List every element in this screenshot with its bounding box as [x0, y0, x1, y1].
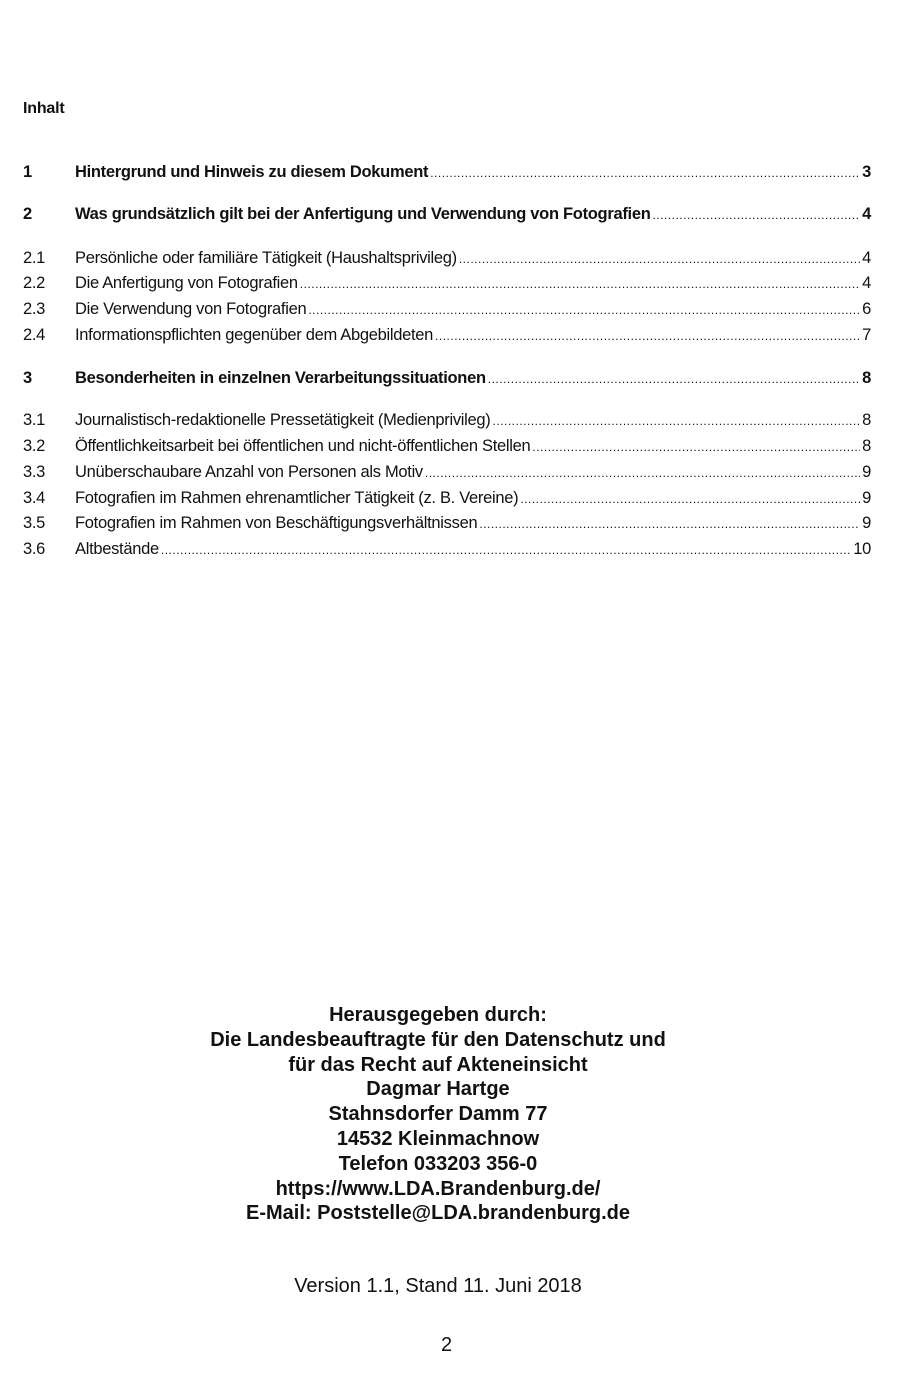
toc-entry[interactable]	[23, 163, 871, 185]
toc-entry-number: 3.4	[23, 489, 46, 507]
toc-entry-number: 2.4	[23, 326, 46, 344]
toc-entry-title: Journalistisch-redaktionelle Pressetätigkeit (Medienprivileg)	[75, 411, 491, 429]
imprint-city: 14532 Kleinmachnow	[336, 1127, 540, 1150]
toc-dot-leader	[652, 208, 860, 222]
toc-entry-number: 3.3	[23, 463, 46, 481]
toc-entry-number: 1	[23, 163, 32, 181]
imprint-person: Dagmar Hartge	[366, 1078, 510, 1101]
toc-entry-number: 2.1	[23, 249, 46, 267]
toc-entry-title: Fotografien im Rahmen ehrenamtlicher Tätigkeit (z. B. Vereine)	[75, 489, 519, 507]
toc-entry-page: 9	[862, 463, 871, 481]
toc-dot-leader	[430, 166, 860, 180]
toc-entry-page: 4	[862, 205, 871, 223]
toc-entry-page: 4	[862, 274, 871, 292]
toc-entry[interactable]	[23, 489, 871, 511]
toc-entry[interactable]	[23, 463, 871, 485]
toc-entry-page: 8	[862, 437, 871, 455]
imprint-phone: Telefon 033203 356-0	[338, 1152, 538, 1175]
page-number: 2	[440, 1334, 453, 1356]
imprint-street: Stahnsdorfer Damm 77	[328, 1103, 548, 1126]
toc-entry-title: Informationspflichten gegenüber dem Abgebildeten	[75, 326, 434, 344]
imprint-website-link[interactable]: https://www.LDA.Brandenburg.de/	[275, 1177, 601, 1200]
toc-entry-page: 8	[862, 411, 871, 429]
toc-dot-leader	[300, 277, 860, 291]
toc-entry-title: Hintergrund und Hinweis zu diesem Dokument	[75, 163, 429, 181]
toc-entry-number: 3.6	[23, 540, 46, 558]
toc-entry-title: Altbestände	[75, 540, 159, 558]
toc-entry-page: 9	[862, 489, 871, 507]
toc-entry[interactable]	[23, 274, 871, 296]
toc-dot-leader	[492, 414, 860, 428]
toc-entry-title: Die Anfertigung von Fotografien	[75, 274, 298, 292]
toc-entry-number: 3.2	[23, 437, 46, 455]
imprint-authority-name: Die Landesbeauftragte für den Datenschutz und	[210, 1028, 666, 1051]
toc-entry-page: 7	[862, 326, 871, 344]
toc-entry[interactable]	[23, 540, 871, 562]
toc-entry[interactable]	[23, 300, 871, 322]
toc-dot-leader	[308, 303, 860, 317]
toc-entry[interactable]	[23, 437, 871, 459]
toc-entry-number: 2.2	[23, 274, 46, 292]
toc-entry[interactable]	[23, 249, 871, 271]
toc-entry-number: 3.5	[23, 514, 46, 532]
toc-dot-leader	[435, 329, 860, 343]
imprint-email-link[interactable]: E-Mail: Poststelle@LDA.brandenburg.de	[246, 1202, 630, 1225]
toc-entry[interactable]	[23, 205, 871, 227]
toc-entry-title: Persönliche oder familiäre Tätigkeit (Haushaltsprivileg)	[75, 249, 457, 267]
toc-entry-page: 9	[862, 514, 871, 532]
toc-entry-number: 3.1	[23, 411, 46, 429]
toc-entry-title: Unüberschaubare Anzahl von Personen als Motiv	[75, 463, 423, 481]
imprint-block	[0, 1003, 876, 1226]
toc-entry-title: Was grundsätzlich gilt bei der Anfertigung und Verwendung von Fotografien	[75, 205, 651, 223]
toc-entry[interactable]	[23, 369, 871, 391]
toc-entry-page: 3	[862, 163, 871, 181]
toc-heading: Inhalt	[23, 100, 65, 117]
toc-entry-page: 6	[862, 300, 871, 318]
toc-entry-title: Öffentlichkeitsarbeit bei öffentlichen und nicht-öffentlichen Stellen	[75, 437, 531, 455]
toc-entry-page: 4	[862, 249, 871, 267]
toc-entry[interactable]	[23, 514, 871, 536]
toc-dot-leader	[488, 372, 860, 386]
version-note: Version 1.1, Stand 11. Juni 2018	[294, 1275, 582, 1297]
toc-dot-leader	[532, 440, 860, 454]
toc-entry[interactable]	[23, 326, 871, 348]
toc-dot-leader	[479, 517, 860, 531]
imprint-published-by: Herausgegeben durch:	[329, 1004, 547, 1026]
toc-entry-title: Besonderheiten in einzelnen Verarbeitungssituationen	[75, 369, 486, 387]
toc-entry-number: 3	[23, 369, 32, 387]
toc-dot-leader	[459, 252, 860, 266]
toc-entry-title: Fotografien im Rahmen von Beschäftigungsverhältnissen	[75, 514, 478, 532]
toc-entry-number: 2	[23, 205, 32, 223]
toc-entry-page: 10	[853, 540, 871, 558]
imprint-authority-name-cont: für das Recht auf Akteneinsicht	[288, 1053, 588, 1076]
toc-entry-number: 2.3	[23, 300, 46, 318]
toc-entry[interactable]	[23, 411, 871, 433]
toc-entry-title: Die Verwendung von Fotografien	[75, 300, 307, 318]
toc-entry-page: 8	[862, 369, 871, 387]
toc-dot-leader	[425, 466, 860, 480]
toc-dot-leader	[520, 492, 860, 506]
toc-dot-leader	[161, 543, 851, 557]
